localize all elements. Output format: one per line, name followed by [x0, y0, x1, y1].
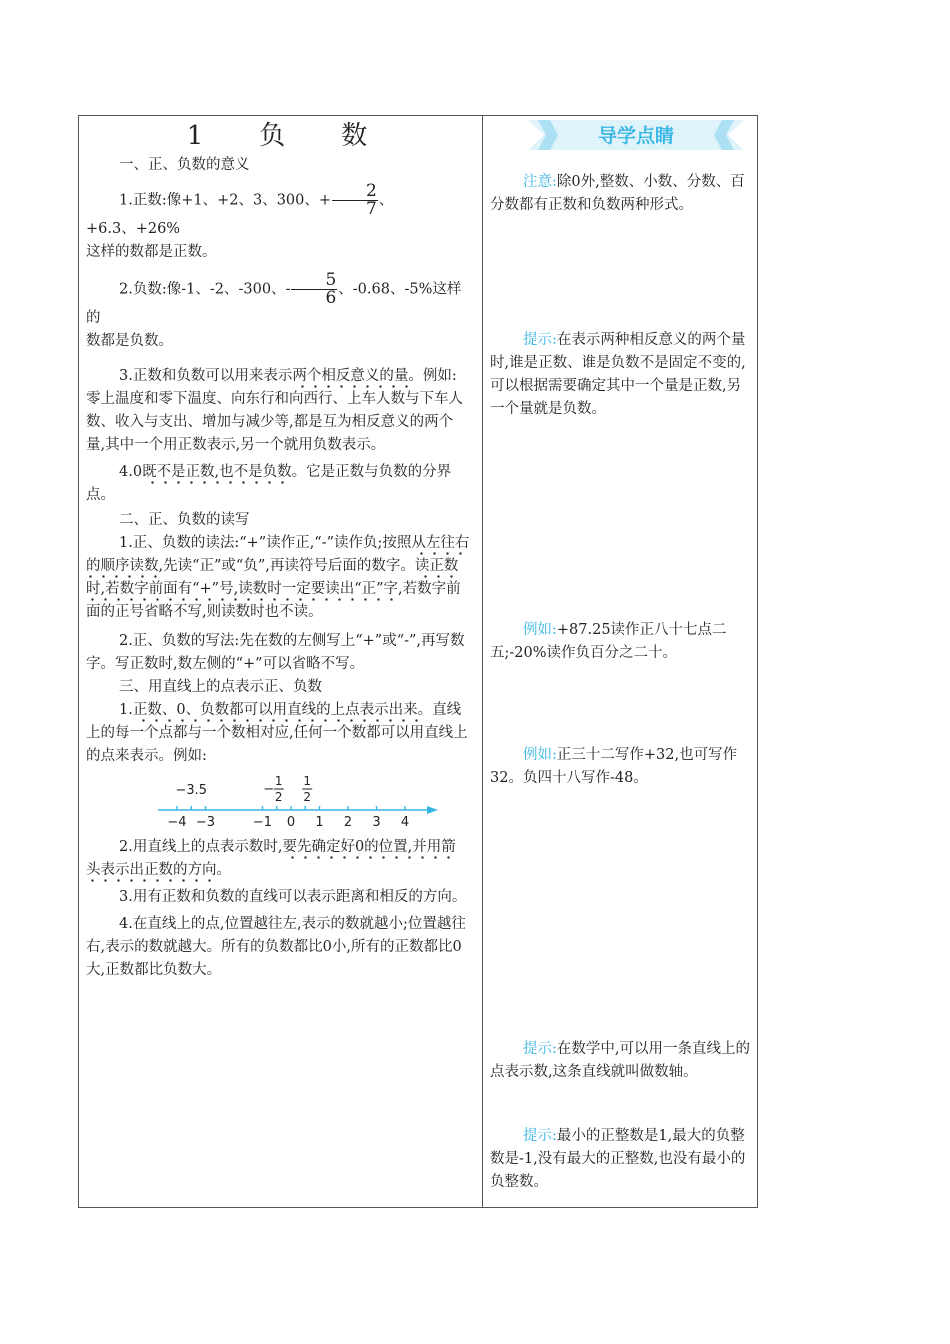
paragraph-points: [86, 699, 470, 768]
text-run: 、-0.68、-5%这样的: [86, 281, 462, 326]
section-heading-number-line: 三、用直线上的点表示正、负数: [119, 679, 322, 695]
paragraph-zero: [86, 461, 470, 507]
note-label: 提示:: [523, 332, 557, 348]
paragraph-zero-position: [86, 836, 470, 882]
number-line-figure: [86, 772, 470, 834]
text-run: 1.正数:像+1、+2、3、300、+: [119, 192, 332, 209]
note-attention: [490, 171, 752, 217]
note-label: 提示:: [523, 1041, 557, 1057]
text-run: 。直线上的每一个点都与一个数相对应,任何一个数都可以用直线上的点来表示。例如:: [86, 702, 468, 764]
paragraph-opposite-quantities: [86, 365, 470, 457]
number-line-tick-label: −1: [252, 815, 273, 830]
guide-banner: [528, 118, 744, 152]
paragraph-negative: [86, 272, 470, 330]
text-run: 。它是正数与负数的分界点。: [86, 464, 452, 503]
text-run: 4.0: [119, 464, 143, 480]
note-text: 在数学中,可以用一条直线上的点表示数,这条直线就叫做数轴。: [490, 1041, 750, 1080]
paragraph-distance: 3.用有正数和负数的直线可以表示距离和相反的方向。: [119, 889, 467, 905]
lesson-title: [86, 118, 470, 154]
text-run: ,若数字前面的正号省略不写,则读数时也不读。: [86, 581, 461, 620]
banner-label: 导学点睛: [597, 125, 675, 147]
note-text: 最小的正整数是1,最大的负整数是-1,没有最大的正整数,也没有最小的负整数。: [490, 1128, 746, 1190]
fraction-denominator: 7: [366, 199, 377, 219]
number-line-mark-denominator: 2: [274, 790, 283, 804]
emphasis-text: 既不是正数,也不是负数: [142, 464, 292, 485]
text-run: ,先读“正”或“负”,再读符号后面的数字。: [158, 558, 415, 574]
banner-ribbon: [528, 118, 744, 152]
paragraph-positive-end: 这样的数都是正数。: [86, 244, 217, 260]
note-label: 提示:: [523, 1128, 557, 1144]
text-run: 1.: [119, 702, 133, 718]
paragraph-negative-end: 数都是负数。: [86, 333, 173, 349]
text-run: 、+6.3、+26%: [86, 192, 394, 237]
number-line-mark-denominator: 2: [303, 790, 312, 804]
note-text: 正三十二写作+32,也可写作32。负四十八写作-48。: [490, 747, 738, 786]
lesson-title-char-1: 负: [259, 121, 288, 151]
note-label: 注意:: [523, 174, 557, 190]
fraction-5-6: [291, 272, 337, 307]
emphasis-text: 正数、0、负数都可以用直线的上点表示出来: [133, 702, 418, 723]
note-example-read: [490, 619, 752, 665]
fraction-numerator: 2: [332, 183, 378, 201]
fraction-numerator: 5: [291, 272, 337, 290]
number-line-mark-sign: −: [263, 782, 275, 797]
number-line-tick-label: 0: [286, 815, 296, 830]
main-content: [86, 118, 470, 982]
number-line-tick-label: 3: [372, 815, 381, 830]
paragraph-compare: 4.在直线上的点,位置越往左,表示的数就越小;位置越往右,表示的数就越大。所有的负数都比0小,所有的正数都比0大,正数都比负数大。: [86, 916, 466, 978]
note-tip-opposite: [490, 329, 752, 421]
emphasis-text: 读正数时,若数字前面有“+”号,读数时一定要读出“正”字: [86, 558, 458, 602]
note-text: 除0外,整数、小数、分数、百分数都有正数和负数两种形式。: [490, 174, 745, 213]
text-run: 。: [216, 862, 231, 878]
note-text: 在表示两种相反意义的两个量时,谁是正数、谁是负数不是固定不变的,可以根据需要确定其中一个量是正数,另一个量就是负数。: [490, 332, 746, 417]
fraction-2-7: [332, 183, 378, 218]
note-tip-number-axis: [490, 1038, 752, 1084]
number-line-mark-numerator: 1: [274, 774, 283, 788]
text-run: 2.负数:像-1、-2、-300、-: [119, 281, 291, 298]
lesson-title-char-2: 数: [341, 121, 370, 151]
note-label: 例如:: [523, 747, 557, 763]
note-text: +87.25读作正八十七点二五;-20%读作负百分之二十。: [490, 622, 727, 661]
note-example-write: [490, 744, 752, 790]
number-line-svg: [86, 772, 470, 834]
note-tip-integers: [490, 1125, 752, 1194]
number-line-tick-label: −4: [167, 815, 187, 830]
text-run: 。例如:零上温度和零下温度、向东行和向西行、上车人数与下车人数、收入与支出、增加与减少等,都是互为相反意义的两个量,其中一个用正数表示,另一个就用负数表示。: [86, 368, 463, 453]
number-line-tick-label: 4: [400, 815, 410, 830]
number-line-tick-label: 1: [315, 815, 324, 830]
lesson-number: 1: [186, 121, 206, 151]
text-run: 3.正数和负数可以用来表示: [119, 368, 293, 384]
number-line-tick-label: −3: [195, 815, 216, 830]
paragraph-positive: [86, 183, 470, 241]
paragraph-writing: 2.正、负数的写法:先在数的左侧写上“+”或“-”,再写数字。写正数时,数左侧的“+”可以省略不写。: [86, 633, 465, 672]
number-line-mark-label: −3.5: [175, 783, 208, 798]
emphasis-text: 要先确定好0的位置,并用箭头表示出正数的方向: [86, 839, 456, 883]
section-heading-meaning: 一、正、负数的意义: [119, 157, 250, 173]
paragraph-reading: [86, 532, 470, 624]
text-run: 1.正、负数的读法:“+”读作正,“-”读作负;按照: [119, 535, 412, 551]
emphasis-text: 从左往右的顺序读数: [86, 535, 469, 579]
emphasis-text: 两个相反意义的量: [292, 368, 408, 389]
note-label: 例如:: [523, 622, 557, 638]
number-line-mark-numerator: 1: [303, 774, 312, 788]
text-run: 2.用直线上的点表示数时,: [119, 839, 283, 855]
fraction-denominator: 6: [325, 288, 337, 308]
column-divider: [482, 115, 483, 1208]
section-heading-read-write: 二、正、负数的读写: [119, 512, 250, 528]
number-line-arrow: [427, 806, 438, 814]
number-line-tick-label: 2: [343, 815, 353, 830]
